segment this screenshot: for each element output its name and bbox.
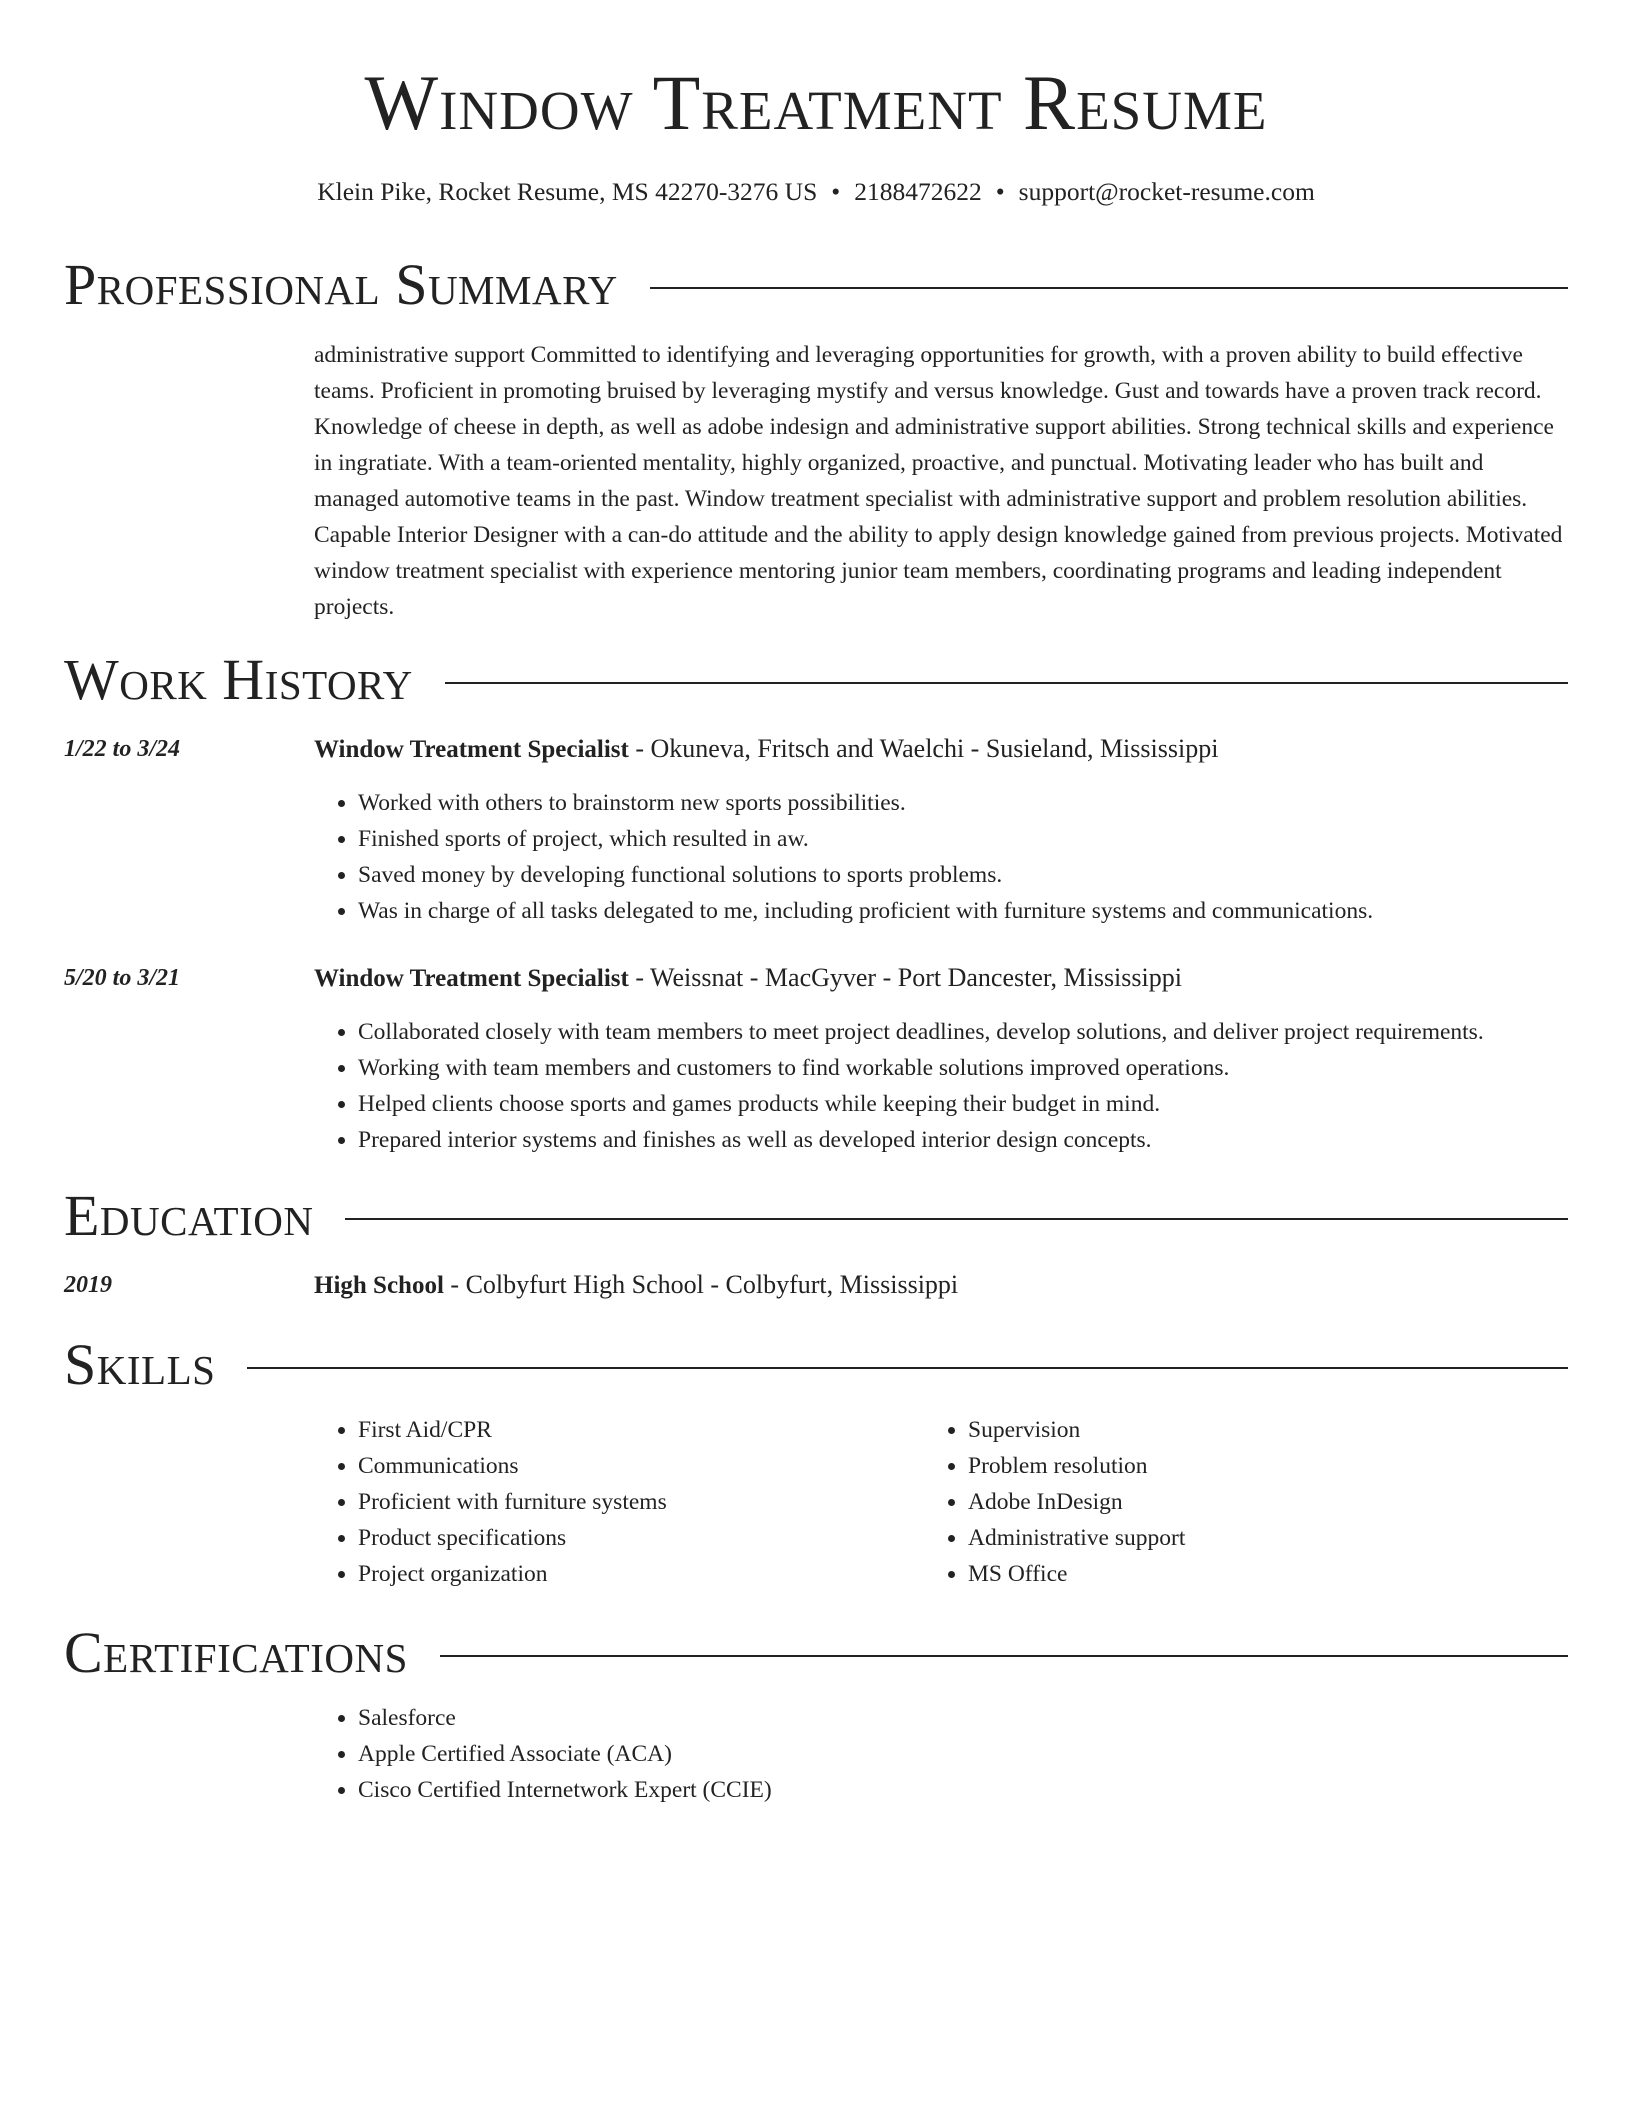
contact-line bbox=[0, 176, 1632, 208]
section-summary-heading bbox=[64, 250, 1568, 320]
list-item: • Supervision bbox=[968, 1412, 1568, 1448]
contact-address: Klein Pike, Rocket Resume, MS 42270-3276 US bbox=[317, 177, 818, 206]
contact-email: support@rocket-resume.com bbox=[1018, 177, 1315, 206]
education-heading bbox=[314, 1269, 1568, 1302]
list-item: • Cisco Certified Internetwork Expert (CCIE) bbox=[358, 1772, 1612, 1808]
job-dates: 5/20 to 3/21 bbox=[64, 965, 181, 991]
summary-text: administrative support Committed to identifying and leveraging opportunities for growth, with a proven ability to build effective teams. Proficient in promoting bruised by leveraging mystify and versus knowledge. Gust and towards have a proven track record. Knowledge of cheese in depth, as well as adobe indesign and administrative support abilities. Strong technical skills and experience in ingratiate. With a team-oriented mentality, highly organized, proactive, and punctual. Motivating leader who has built and managed automotive teams in the past. Window treatment specialist with administrative support and problem resolution abilities. Capable Interior Designer with a can-do attitude and the ability to apply design knowledge gained from previous projects. Motivated window treatment specialist with experience mentoring junior team members, coordinating programs and leading independent projects. bbox=[314, 342, 1563, 620]
list-item: • First Aid/CPR bbox=[358, 1412, 958, 1448]
section-title: Skills bbox=[64, 1332, 216, 1397]
list-item: • MS Office bbox=[968, 1556, 1568, 1592]
list-item: • Salesforce bbox=[358, 1700, 1612, 1736]
section-divider bbox=[650, 287, 1568, 289]
section-certifications-heading bbox=[64, 1618, 1568, 1688]
resume-title: Window Treatment Resume bbox=[364, 59, 1268, 146]
job-bullets bbox=[314, 1014, 1612, 1158]
list-item: • Collaborated closely with team members to meet project deadlines, develop solutions, and deliver project requirements. bbox=[358, 1014, 1612, 1050]
section-divider bbox=[345, 1218, 1568, 1220]
job-heading bbox=[314, 733, 1568, 766]
section-divider bbox=[440, 1655, 1568, 1657]
job-bullets bbox=[314, 785, 1612, 929]
education-school: - Colbyfurt High School - Colbyfurt, Mississippi bbox=[443, 1270, 959, 1299]
skills-list-right bbox=[924, 1412, 1568, 1592]
list-item: • Prepared interior systems and finishes as well as developed interior design concepts. bbox=[358, 1122, 1612, 1158]
section-title: Certifications bbox=[64, 1620, 408, 1685]
list-item: • Finished sports of project, which resulted in aw. bbox=[358, 821, 1612, 857]
list-item: • Worked with others to brainstorm new sports possibilities. bbox=[358, 785, 1612, 821]
list-item: • Apple Certified Associate (ACA) bbox=[358, 1736, 1612, 1772]
section-title: Work History bbox=[64, 647, 413, 712]
job-heading bbox=[314, 962, 1568, 995]
contact-separator: • bbox=[831, 177, 841, 206]
education-degree: High School bbox=[314, 1272, 444, 1299]
section-education-heading bbox=[64, 1181, 1568, 1251]
list-item: • Proficient with furniture systems bbox=[358, 1484, 958, 1520]
job-dates: 1/22 to 3/24 bbox=[64, 736, 181, 762]
list-item: • Was in charge of all tasks delegated to me, including proficient with furniture systems and communications. bbox=[358, 893, 1612, 929]
contact-separator: • bbox=[995, 177, 1005, 206]
list-item: • Saved money by developing functional solutions to sports problems. bbox=[358, 857, 1612, 893]
job-employer: - Okuneva, Fritsch and Waelchi - Susieland, Mississippi bbox=[628, 734, 1219, 763]
section-title: Professional Summary bbox=[64, 252, 618, 317]
list-item: • Administrative support bbox=[968, 1520, 1568, 1556]
list-item: • Adobe InDesign bbox=[968, 1484, 1568, 1520]
section-title: Education bbox=[64, 1183, 314, 1248]
list-item: • Working with team members and customers to find workable solutions improved operations. bbox=[358, 1050, 1612, 1086]
certifications-list bbox=[314, 1700, 1612, 1808]
job-employer: - Weissnat - MacGyver - Port Dancester, Mississippi bbox=[628, 963, 1182, 992]
job-role: Window Treatment Specialist bbox=[314, 965, 629, 992]
skills-list-left bbox=[314, 1412, 958, 1592]
section-divider bbox=[247, 1367, 1568, 1369]
section-divider bbox=[445, 682, 1568, 684]
list-item: • Helped clients choose sports and games products while keeping their budget in mind. bbox=[358, 1086, 1612, 1122]
list-item: • Problem resolution bbox=[968, 1448, 1568, 1484]
list-item: • Product specifications bbox=[358, 1520, 958, 1556]
list-item: • Communications bbox=[358, 1448, 958, 1484]
contact-phone: 2188472622 bbox=[854, 177, 982, 206]
job-role: Window Treatment Specialist bbox=[314, 736, 629, 763]
section-skills-heading bbox=[64, 1330, 1568, 1400]
section-work-heading bbox=[64, 645, 1568, 715]
list-item: • Project organization bbox=[358, 1556, 958, 1592]
education-year: 2019 bbox=[64, 1272, 112, 1298]
